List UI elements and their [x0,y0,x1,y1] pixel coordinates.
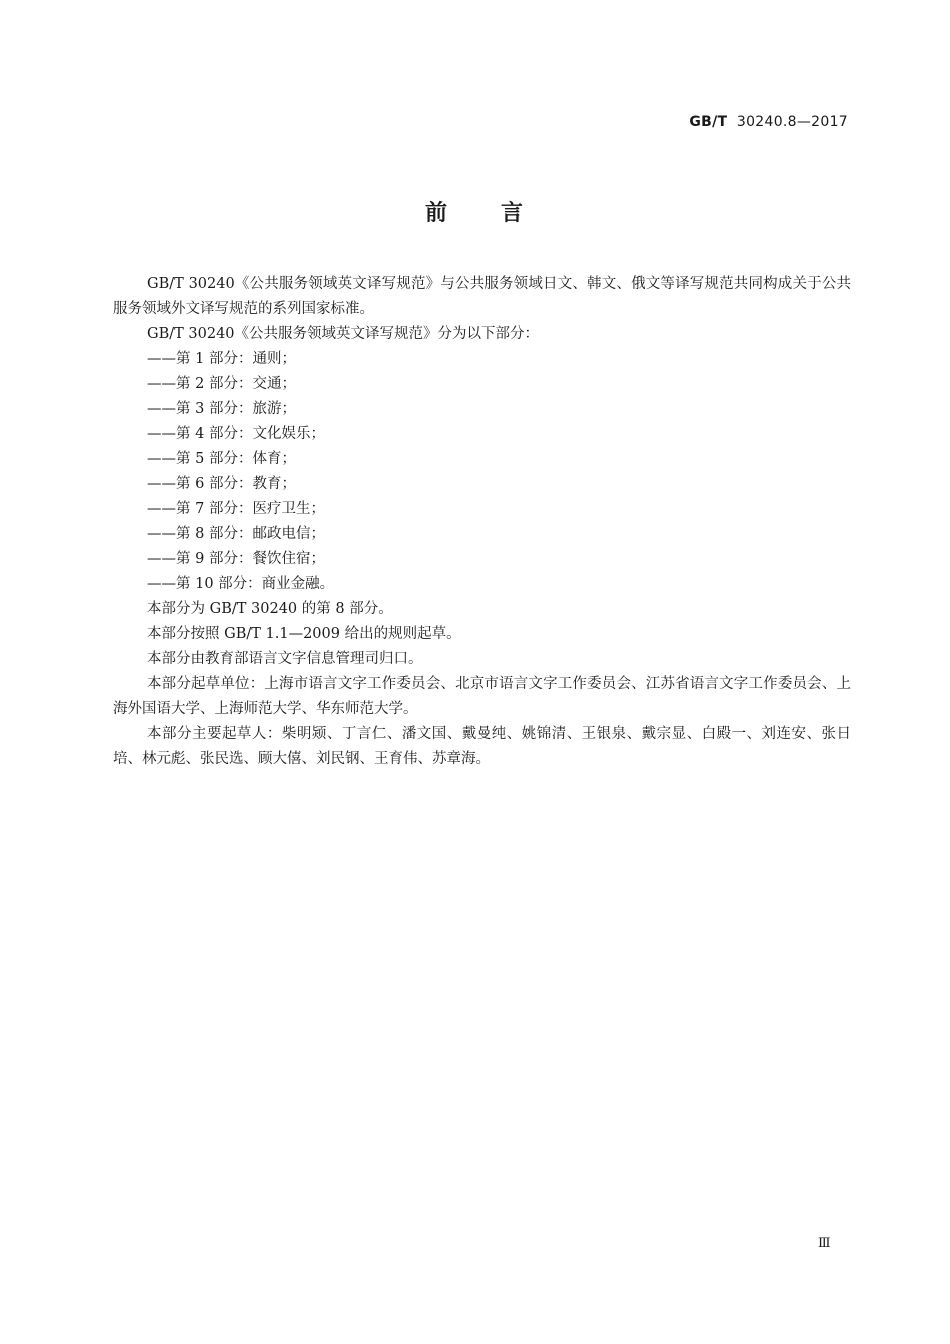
statement-administration: 本部分由教育部语言文字信息管理司归口。 [147,651,423,667]
intro-paragraph-2: GB/T 30240《公共服务领域英文译写规范》分为以下部分： [147,326,540,342]
list-item: ——第 2 部分：交通； [147,376,296,392]
page-title [0,196,950,227]
parts-list [113,347,851,597]
list-item: ——第 8 部分：邮政电信； [147,526,325,542]
list-item: ——第 6 部分：教育； [147,476,296,492]
document-code [689,114,848,130]
standard-number: 30240.8—2017 [736,114,848,130]
title-char-2: 言 [501,201,526,226]
list-item: ——第 3 部分：旅游； [147,401,296,417]
list-item: ——第 5 部分：体育； [147,451,296,467]
list-item: ——第 1 部分：通则； [147,351,296,367]
list-item: ——第 9 部分：餐饮住宿； [147,551,325,567]
page-number: Ⅲ [818,1236,831,1251]
intro-paragraph-1: GB/T 30240《公共服务领域英文译写规范》与公共服务领域日文、韩文、俄文等译写规范共同构成关于公共服务领域外文译写规范的系列国家标准。 [113,276,851,317]
list-item: ——第 7 部分：医疗卫生； [147,501,325,517]
list-item: ——第 4 部分：文化娱乐； [147,426,325,442]
statement-drafting-units: 本部分起草单位：上海市语言文字工作委员会、北京市语言文字工作委员会、江苏省语言文字工作委员会、上海外国语大学、上海师范大学、华东师范大学。 [113,676,851,717]
standard-prefix: GB/T [689,114,728,130]
statement-main-drafters: 本部分主要起草人：柴明颎、丁言仁、潘文国、戴曼纯、姚锦清、王银泉、戴宗显、白殿一、刘连安、张日培、林元彪、张民选、顾大僖、刘民钢、王育伟、苏章海。 [113,726,851,767]
title-char-1: 前 [424,201,449,226]
statement-part-number: 本部分为 GB/T 30240 的第 8 部分。 [147,601,393,617]
statement-drafting-rules: 本部分按照 GB/T 1.1—2009 给出的规则起草。 [147,626,461,642]
list-item: ——第 10 部分：商业金融。 [147,576,335,592]
foreword-body [113,272,851,772]
